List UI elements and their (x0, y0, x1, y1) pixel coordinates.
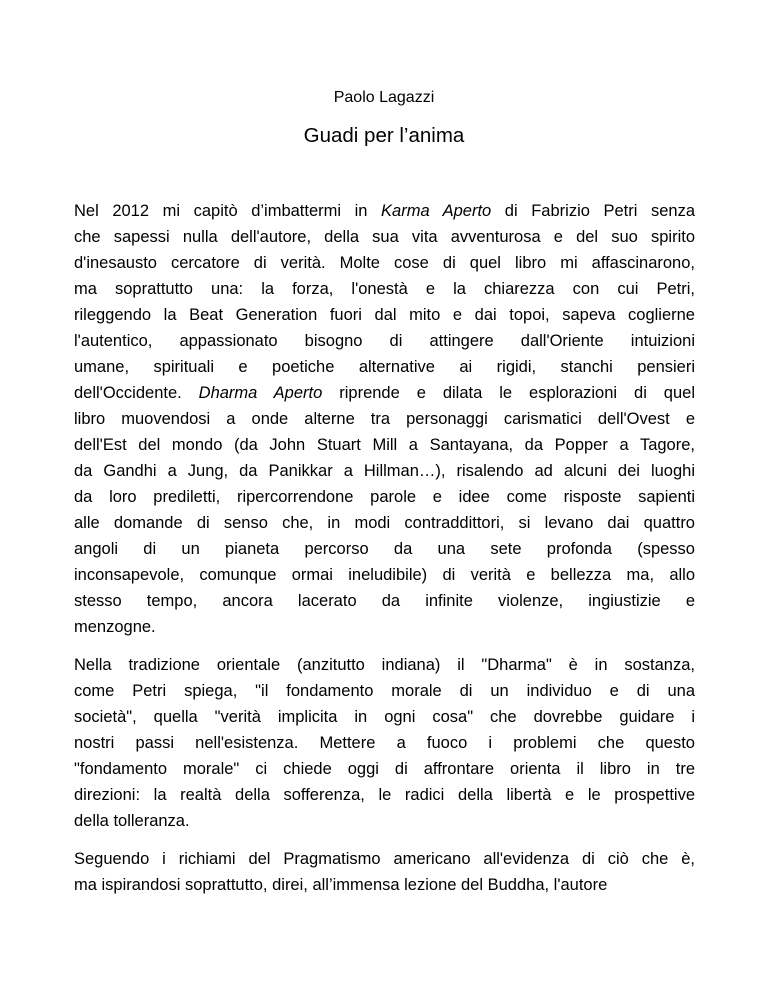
text-line: d'inesausto cercatore di verità. Molte cose di quel libro mi affascinarono, (74, 254, 695, 272)
text-line: della tolleranza. (74, 812, 190, 830)
text-line: nostri passi nell'esistenza. Mettere a fuoco i problemi che questo (74, 734, 695, 752)
text-line: Nella tradizione orientale (anzitutto indiana) il "Dharma" è in sostanza, (74, 656, 695, 674)
text-line: ma soprattutto una: la forza, l'onestà e la chiarezza con cui Petri, (74, 280, 695, 298)
text-line: menzogne. (74, 618, 156, 636)
text-line: l'autentico, appassionato bisogno di attingere dall'Oriente intuizioni (74, 332, 695, 350)
text-line: da Gandhi a Jung, da Panikkar a Hillman…), risalendo ad alcuni dei luoghi (74, 462, 695, 480)
text-line: Seguendo i richiami del Pragmatismo americano all'evidenza di ciò che è, (74, 850, 695, 868)
text-line: società", quella "verità implicita in ogni cosa" che dovrebbe guidare i (74, 708, 695, 726)
document-title: Guadi per l’anima (303, 124, 465, 147)
text-line: come Petri spiega, "il fondamento morale di un individuo e di una (74, 682, 695, 700)
author-name: Paolo Lagazzi (333, 89, 435, 106)
paragraph (74, 846, 695, 898)
text-line: dell'Occidente. Dharma Aperto riprende e dilata le esplorazioni di quel (74, 384, 695, 402)
paragraph (74, 652, 695, 834)
text-line: da loro prediletti, ripercorrendone parole e idee come risposte sapienti (74, 488, 695, 506)
text-line: dell'Est del mondo (da John Stuart Mill a Santayana, da Popper a Tagore, (74, 436, 695, 454)
paragraph (74, 198, 695, 640)
text-line: "fondamento morale" ci chiede oggi di affrontare orienta il libro in tre (74, 760, 695, 778)
text-line: direzioni: la realtà della sofferenza, le radici della libertà e le prospettive (74, 786, 695, 804)
text-line: che sapessi nulla dell'autore, della sua vita avventurosa e del suo spirito (74, 228, 695, 246)
text-line: libro muovendosi a onde alterne tra personaggi carismatici dell'Ovest e (74, 410, 695, 428)
text-line: alle domande di senso che, in modi contraddittori, si levano dai quattro (74, 514, 695, 532)
text-line: umane, spirituali e poetiche alternative ai rigidi, stanchi pensieri (74, 358, 695, 376)
text-line: inconsapevole, comunque ormai ineludibile) di verità e bellezza ma, allo (74, 566, 695, 584)
text-line: Nel 2012 mi capitò d’imbattermi in Karma Aperto di Fabrizio Petri senza (74, 202, 695, 220)
text-line: rileggendo la Beat Generation fuori dal mito e dai topoi, sapeva coglierne (74, 306, 695, 324)
book-title-emphasis: Dharma Aperto (198, 384, 323, 402)
text-line: ma ispirandosi soprattutto, direi, all’immensa lezione del Buddha, l'autore (74, 876, 608, 894)
text-line: angoli di un pianeta percorso da una sete profonda (spesso (74, 540, 695, 558)
document-body (74, 198, 695, 910)
text-line: stesso tempo, ancora lacerato da infinite violenze, ingiustizie e (74, 592, 695, 610)
book-title-emphasis: Karma Aperto (381, 202, 492, 220)
